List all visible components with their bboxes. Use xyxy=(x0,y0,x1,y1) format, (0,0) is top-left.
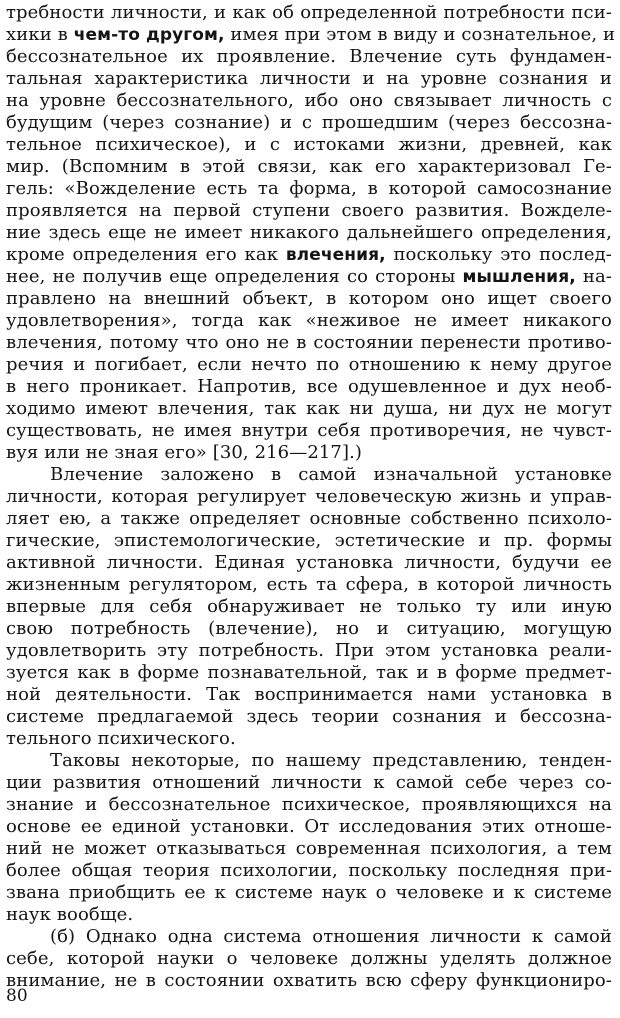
text-line: знание и бессознательное психическое, проявляющихся на xyxy=(6,794,612,815)
emphasized-term: мышления, xyxy=(462,267,576,287)
text-line: жизненным регулятором, есть та сфера, в которой личность xyxy=(6,574,612,595)
text-line: хики в чем-то другом, имея при этом в виду и сознательное, и xyxy=(6,24,616,45)
paragraph-1 xyxy=(6,2,616,464)
text-line: тельного психического. xyxy=(6,728,236,749)
paragraph-3 xyxy=(6,750,612,926)
paragraph-4 xyxy=(6,926,612,992)
text-line: звана приобщить ее к системе наук о человеке и к системе xyxy=(6,882,612,903)
text-line: зуется как в форме познавательной, так и в форме предмет- xyxy=(6,662,612,683)
text-line: более общая теория психологии, поскольку последняя при- xyxy=(6,860,612,881)
text-line: гические, эпистемологические, эстетические и пр. формы xyxy=(6,530,612,551)
text-line: удовлетворить эту потребность. При этом установка реали- xyxy=(6,640,612,661)
text-line: системе предлагаемой здесь теории сознания и бессозна- xyxy=(6,706,612,727)
text-line: правлено на внешний объект, в котором оно ищет своего xyxy=(6,288,612,309)
emphasized-term: влечения, xyxy=(285,245,386,265)
text-line: себе, которой науки о человеке должны уделять должное xyxy=(6,948,612,969)
text-line: ходимо имеют влечения, так как ни душа, ни дух не могут xyxy=(6,398,612,419)
text-line: мир. (Вспомним в этой связи, как его характеризовал Ге- xyxy=(6,156,612,177)
text-line: впервые для себя обнаруживает не только ту или иную xyxy=(6,596,612,617)
text-line: ции развития отношений личности к самой себе через со- xyxy=(6,772,612,793)
text-line: ляет ею, а также определяет основные собственно психоло- xyxy=(6,508,612,529)
text-line: тельное психическое), и с истоками жизни, древней, как xyxy=(6,134,612,155)
text-line: Влечение заложено в самой изначальной установке xyxy=(50,464,612,485)
text-line: в него проникает. Напротив, все одушевленное и дух необ- xyxy=(6,376,612,397)
text-line: вуя или не зная его» [30, 216—217].) xyxy=(6,442,363,463)
text-line: влечения, потому что оно не в состоянии перенести противо- xyxy=(6,332,612,353)
page-text xyxy=(6,2,616,992)
text-line: основе ее единой установки. От исследования этих отноше- xyxy=(6,816,612,837)
text-line: на уровне бессознательного, ибо оно связывает личность с xyxy=(6,90,612,111)
text-line: ний не может отказываться современная психология, а тем xyxy=(6,838,612,859)
text-line: нее, не получив еще определения со стороны мышления, на- xyxy=(6,266,612,287)
text-line: требности личности, и как об определенной потребности пси- xyxy=(6,2,612,23)
text-line: удовлетворения», тогда как «неживое не имеет никакого xyxy=(6,310,612,331)
text-line: (б) Однако одна система отношения личности к самой xyxy=(50,926,612,947)
page-number: 80 xyxy=(6,986,28,1006)
text-line: гель: «Вожделение есть та форма, в которой самосознание xyxy=(6,178,612,199)
text-line: будущим (через сознание) и с прошедшим (через бессозна- xyxy=(6,112,612,133)
text-line: ной деятельности. Так воспринимается нами установка в xyxy=(6,684,612,705)
text-line: наук вообще. xyxy=(6,904,134,925)
text-line: внимание, не в состоянии охватить всю сферу функциониро- xyxy=(6,970,612,991)
text-line: тальная характеристика личности и на уровне сознания и xyxy=(6,68,612,89)
text-line: активной личности. Единая установка личности, будучи ее xyxy=(6,552,612,573)
text-line: существовать, не имея внутри себя противоречия, не чувст- xyxy=(6,420,612,441)
text-line: кроме определения его как влечения, поскольку это послед- xyxy=(6,244,612,265)
emphasized-term: чем-то другом, xyxy=(73,25,225,45)
paragraph-2 xyxy=(6,464,612,750)
text-line: проявляется на первой ступени своего развития. Вожделе- xyxy=(6,200,612,221)
text-line: речия и погибает, если нечто по отношению к нему другое xyxy=(6,354,612,375)
text-line: личности, которая регулирует человеческую жизнь и управ- xyxy=(6,486,612,507)
text-line: свою потребность (влечение), но и ситуацию, могущую xyxy=(6,618,612,639)
text-line: ние здесь еще не имеет никакого дальнейшего определения, xyxy=(6,222,612,243)
text-line: бессознательное их проявление. Влечение суть фундамен- xyxy=(6,46,612,67)
text-line: Таковы некоторые, по нашему представлению, тенден- xyxy=(50,750,612,771)
